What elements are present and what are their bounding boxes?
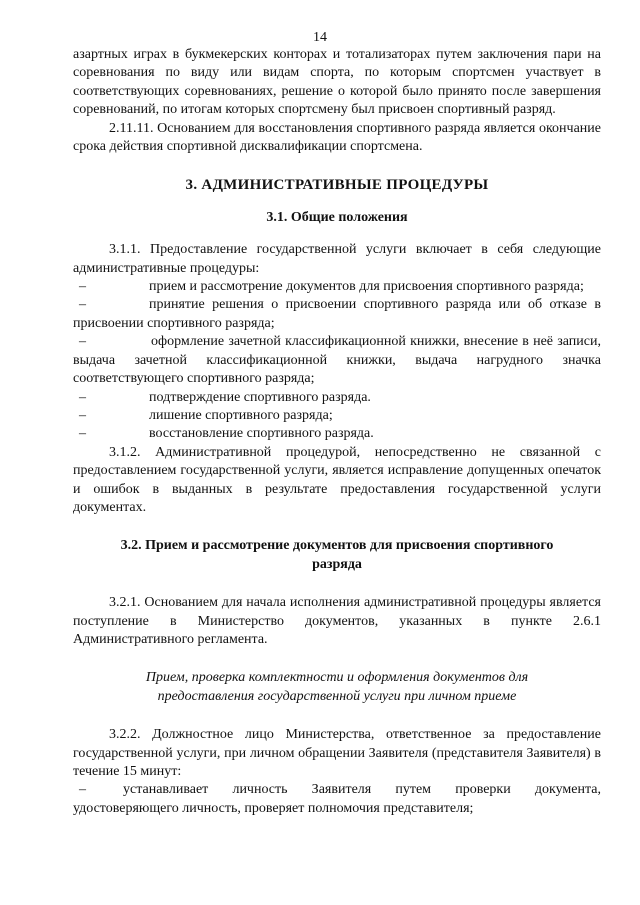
dash-marker: – (79, 782, 86, 798)
dash-marker: – (79, 389, 86, 405)
list-item-text: восстановление спортивного разряда. (149, 426, 374, 442)
dash-marker: – (79, 334, 86, 350)
list-item-text: подтверждение спортивного разряда. (149, 389, 371, 405)
list-item (73, 333, 601, 388)
dash-marker: – (79, 426, 86, 442)
list-item (73, 781, 601, 818)
paragraph-3-1-1: 3.1.1. Предоставление государственной услуги включает в себя следующие административные процедуры: (73, 242, 601, 276)
list-item (73, 407, 601, 425)
subsection-3-2-title-line-2: разряда (312, 556, 362, 572)
list-item-text: оформление зачетной классификационной книжки, внесение в неё записи, выдача зачетной классификационной книжки, выдача нагрудного значка соответствующего спортивного разряда; (73, 334, 601, 387)
list-item (73, 296, 601, 333)
italic-heading-line-1: Прием, проверка комплектности и оформления документов для (145, 670, 529, 686)
italic-heading-line-2: предоставления государственной услуги при личном приеме (157, 688, 517, 704)
dash-marker: – (79, 297, 86, 313)
list-item-text: устанавливает личность Заявителя путем проверки документа, удостоверяющего личность, проверяет полномочия представителя; (73, 782, 601, 816)
section-3-title: 3. АДМИНИСТРАТИВНЫЕ ПРОЦЕДУРЫ (185, 177, 489, 194)
list-item-text: лишение спортивного разряда; (149, 407, 333, 423)
list-item-text: принятие решения о присвоении спортивного разряда или об отказе в присвоении спортивного разряда; (73, 297, 601, 331)
subsection-3-2-title-line-1: 3.2. Прием и рассмотрение документов для присвоения спортивного (120, 538, 554, 554)
page-number: 14 (313, 30, 327, 45)
paragraph-continuation: азартных играх в букмекерских конторах и тотализаторах путем заключения пари на соревнования по виду или видам спорта, по которым спортсмен участвует в соответствующих соревнованиях, решение о которой было принято после завершения соревнований, по итогам которых спортсмену был присвоен спортивный разряд. (73, 47, 601, 118)
document-body (73, 46, 601, 818)
paragraph-3-2-2: 3.2.2. Должностное лицо Министерства, ответственное за предоставление государственной услуги, при личном обращении Заявителя (представителя Заявителя) в течение 15 минут: (73, 727, 601, 779)
dash-marker: – (79, 407, 86, 423)
list-item-text: прием и рассмотрение документов для присвоения спортивного разряда; (149, 279, 584, 295)
paragraph-3-1-2: 3.1.2. Административной процедурой, непосредственно не связанной с предоставлением государственной услуги, является исправление допущенных опечаток и ошибок в выданных в результате предоставления государственной услуги документах. (73, 444, 601, 515)
dash-marker: – (79, 279, 86, 295)
subsection-3-1-title: 3.1. Общие положения (266, 209, 408, 225)
list-item (73, 389, 601, 407)
paragraph-3-2-1: 3.2.1. Основанием для начала исполнения административной процедуры является поступление в Министерство документов, указанных в пункте 2.6.1 Административного регламента. (73, 595, 601, 647)
paragraph-2-11-11: 2.11.11. Основанием для восстановления спортивного разряда является окончание срока действия спортивной дисквалификации спортсмена. (73, 120, 601, 155)
list-item (73, 425, 601, 443)
list-item (73, 278, 601, 296)
